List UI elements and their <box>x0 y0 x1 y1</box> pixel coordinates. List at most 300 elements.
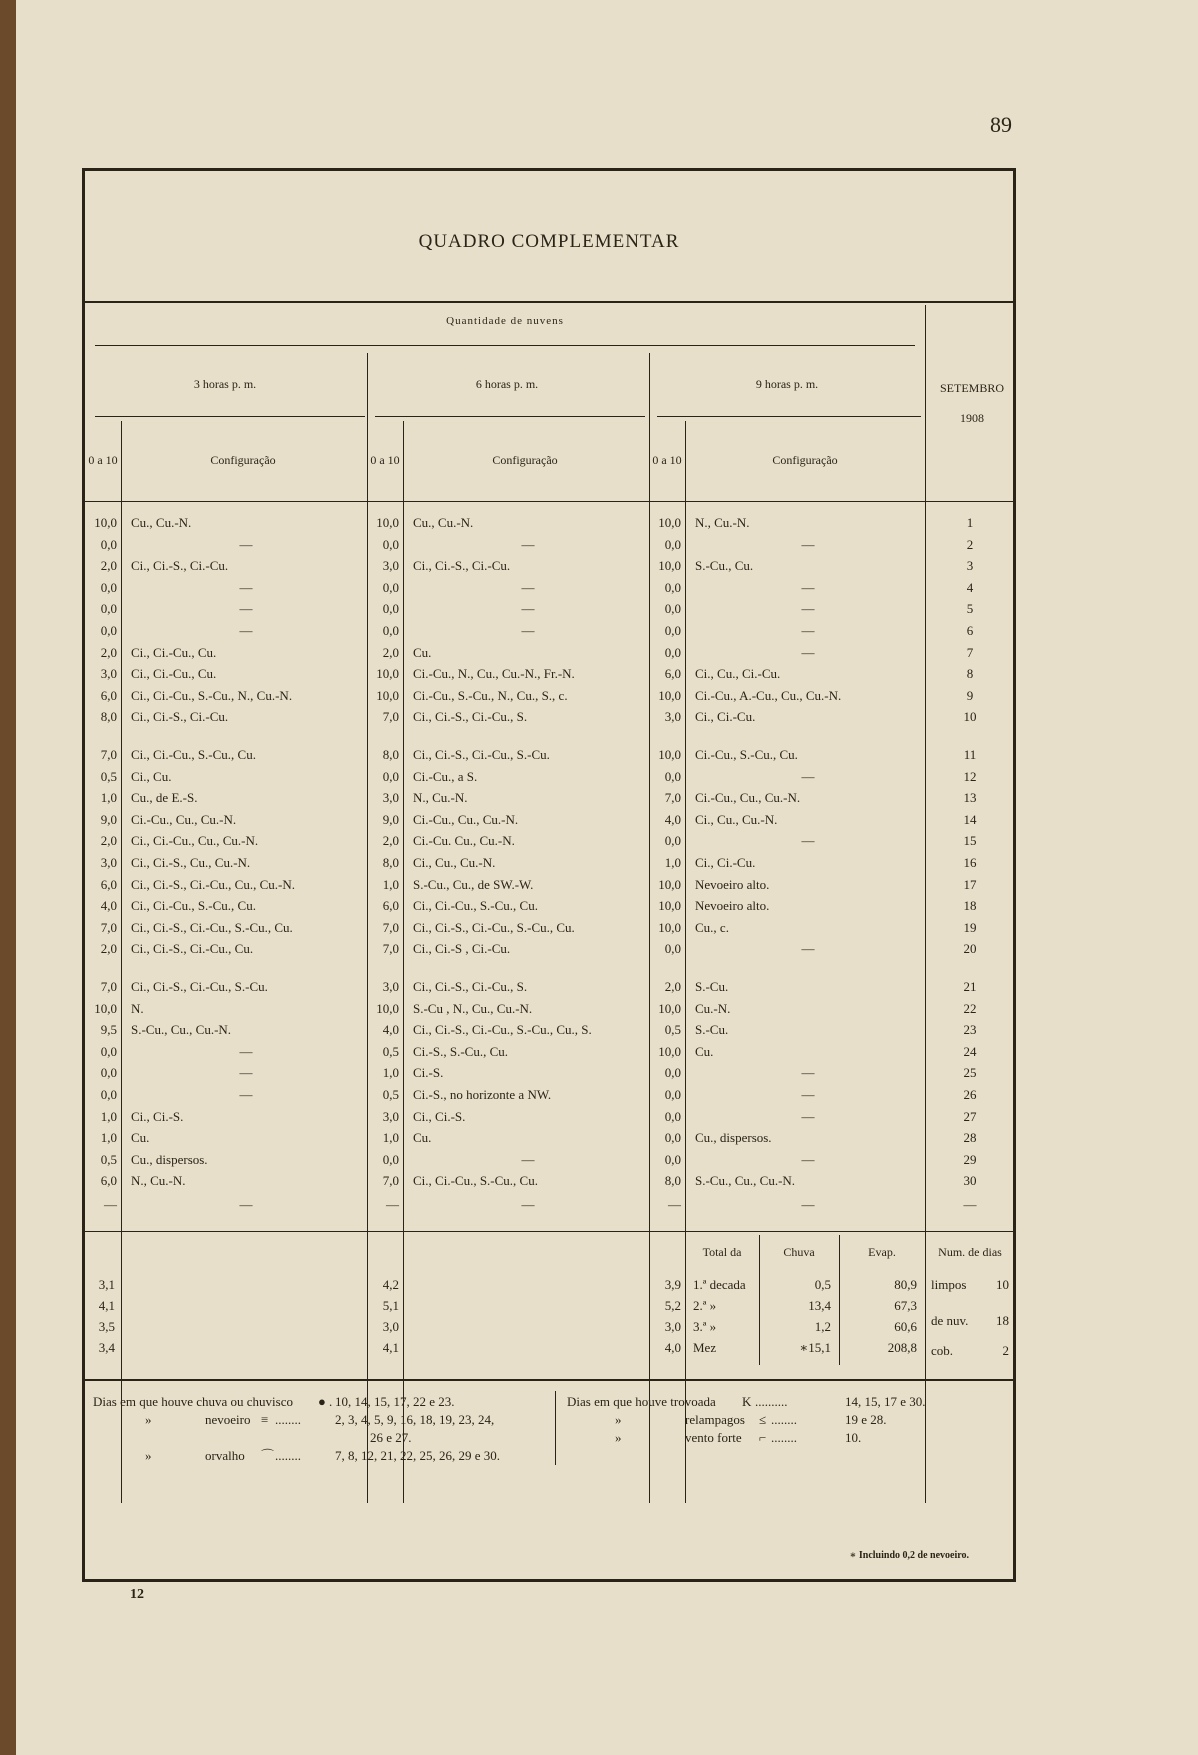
table-row <box>85 896 1013 916</box>
table-row <box>85 1085 1013 1105</box>
table-row <box>85 853 1013 873</box>
config-9pm: S.-Cu. <box>695 979 729 994</box>
amount-3pm: 3,0 <box>100 666 117 682</box>
config-9pm: — <box>801 601 815 617</box>
mean-9pm: 3,0 <box>664 1319 681 1334</box>
day-number: 6 <box>966 623 974 638</box>
config-6pm: Ci., Ci.-S., Ci.-Cu. <box>413 558 511 574</box>
amount-9pm: 0,0 <box>664 941 681 957</box>
config-3pm: Ci., Ci.-S. <box>131 1108 184 1124</box>
footer-prefix: Dias em que houve chuva ou chuvisco <box>93 1394 294 1409</box>
rain-value: 13,4 <box>808 1298 831 1313</box>
amount-3pm: 0,0 <box>100 601 117 617</box>
day-number: 19 <box>963 919 977 935</box>
amount-6pm: 10,0 <box>376 515 399 530</box>
amount-9pm: 7,0 <box>664 790 681 806</box>
amount-9pm: 2,0 <box>664 979 681 994</box>
table-row <box>85 1063 1013 1083</box>
amount-9pm: 0,0 <box>664 644 681 660</box>
day-number: 13 <box>963 790 977 806</box>
evap-header: Evap. <box>868 1245 896 1259</box>
footer-prefix: » <box>615 1430 622 1445</box>
amount-6pm: 2,0 <box>382 644 399 660</box>
table-frame <box>82 168 1016 1582</box>
day-number: 30 <box>963 1173 977 1189</box>
config-9pm: — <box>801 1065 815 1081</box>
rain-value: 1,2 <box>814 1319 831 1334</box>
config-6pm: Ci.-Cu., S.-Cu., N., Cu., S., c. <box>413 687 568 703</box>
table-row <box>85 1020 1013 1040</box>
amount-6pm: 0,5 <box>382 1087 399 1102</box>
evap-value: 60,6 <box>894 1319 917 1334</box>
config-3pm: Ci., Ci.-Cu., S.-Cu., Cu. <box>131 747 256 762</box>
config-9pm: S.-Cu. <box>695 1022 729 1038</box>
table-row <box>85 664 1013 684</box>
footer-days: 10. <box>845 1430 862 1445</box>
divider <box>95 345 915 346</box>
mean-3pm: 4,1 <box>98 1298 115 1313</box>
config-6pm: Cu., Cu.-N. <box>413 515 474 530</box>
config-3pm: — <box>239 623 253 638</box>
table-title: QUADRO COMPLEMENTAR <box>418 231 680 252</box>
footer-prefix: Dias em que houve trovoada <box>567 1394 716 1409</box>
config-9pm: S.-Cu., Cu. <box>695 558 754 574</box>
config-9pm: Cu.-N. <box>695 1000 731 1016</box>
amount-3pm: 6,0 <box>100 876 117 892</box>
footer-days: 2, 3, 4, 5, 9, 16, 18, 19, 23, 24, <box>335 1412 495 1427</box>
footer-dots: ........ <box>771 1412 797 1427</box>
amount-9pm: 10,0 <box>658 558 681 574</box>
weather-symbol-icon: ≤ <box>759 1412 767 1427</box>
config-3pm: Ci., Ci.-Cu., S.-Cu., Cu. <box>131 898 256 914</box>
day-number: 15 <box>963 833 977 849</box>
day-number: 25 <box>963 1065 977 1081</box>
signature-mark: 12 <box>130 1587 144 1602</box>
mean-9pm: 4,0 <box>664 1340 681 1355</box>
evap-value: 208,8 <box>887 1340 917 1355</box>
divider <box>375 416 645 417</box>
mean-6pm: 5,1 <box>382 1298 399 1313</box>
amount-3pm: 0,0 <box>100 536 117 552</box>
month-label: SETEMBRO <box>939 381 1004 395</box>
amount-9pm: 10,0 <box>658 687 681 703</box>
config-3pm: — <box>239 536 253 552</box>
config-3pm: — <box>239 1065 253 1081</box>
config-6pm: — <box>521 536 535 552</box>
config-9pm: Nevoeiro alto. <box>695 876 770 892</box>
day-number: 12 <box>963 768 977 784</box>
table-row <box>85 578 1013 598</box>
config-9pm: Cu., dispersos. <box>695 1130 772 1146</box>
period-label: 2.ª » <box>693 1298 717 1313</box>
amount-3pm: 8,0 <box>100 709 117 725</box>
divider <box>657 416 921 417</box>
config-3pm: Ci., Ci.-Cu., S.-Cu., N., Cu.-N. <box>131 687 293 703</box>
amount-3pm: 4,0 <box>100 898 117 914</box>
config-3pm: Cu., dispersos. <box>131 1151 208 1167</box>
amount-3pm: 10,0 <box>94 1000 117 1016</box>
day-number: — <box>963 1197 977 1212</box>
footer-dots: ........ <box>275 1448 301 1463</box>
config-6pm: Ci.-S., no horizonte a NW. <box>413 1087 552 1102</box>
book-spine <box>0 0 16 1755</box>
footer-label: relampagos <box>685 1412 745 1427</box>
config-6pm: — <box>521 579 535 595</box>
table-row <box>85 621 1013 641</box>
amount-9pm: 4,0 <box>664 811 681 827</box>
amount-9pm: 3,0 <box>664 709 681 725</box>
mean-6pm: 3,0 <box>382 1319 399 1334</box>
amount-6pm: 7,0 <box>382 941 399 957</box>
amount-9pm: 1,0 <box>664 855 681 870</box>
amount-label: 0 a 10 <box>370 453 400 467</box>
amount-9pm: 10,0 <box>658 1000 681 1016</box>
config-label: Configuração <box>772 453 838 467</box>
config-3pm: S.-Cu., Cu., Cu.-N. <box>131 1022 232 1038</box>
config-9pm: Ci., Ci.-Cu. <box>695 855 756 870</box>
weather-symbol-icon: ⌐ <box>759 1430 767 1445</box>
amount-3pm: 0,5 <box>100 768 117 784</box>
amount-6pm: 7,0 <box>382 709 399 725</box>
footer-rule <box>555 1391 556 1465</box>
config-6pm: Ci., Ci.-S. <box>413 1108 466 1124</box>
col-time-3: 3 horas p. m. <box>193 377 257 391</box>
config-9pm: S.-Cu., Cu., Cu.-N. <box>695 1173 796 1189</box>
amount-6pm: 0,0 <box>382 579 399 595</box>
mean-3pm: 3,1 <box>98 1277 115 1292</box>
amount-6pm: 1,0 <box>382 1130 399 1146</box>
config-9pm: Ci.-Cu., A.-Cu., Cu., Cu.-N. <box>695 687 842 703</box>
config-9pm: — <box>801 623 815 638</box>
config-9pm: Cu. <box>695 1043 714 1059</box>
day-number: 9 <box>966 687 974 703</box>
day-number: 5 <box>966 601 974 617</box>
mean-6pm: 4,2 <box>382 1277 399 1292</box>
config-label: Configuração <box>492 453 558 467</box>
amount-label: 0 a 10 <box>88 453 118 467</box>
amount-3pm: 6,0 <box>100 687 117 703</box>
config-3pm: Ci., Ci.-Cu., Cu., Cu.-N. <box>131 833 259 849</box>
col-time-6: 6 horas p. m. <box>475 377 539 391</box>
amount-6pm: 8,0 <box>382 855 399 870</box>
amount-3pm: 2,0 <box>100 941 117 957</box>
config-3pm: Ci., Ci.-S., Ci.-Cu. <box>131 709 229 725</box>
page-number: 89 <box>990 112 1012 137</box>
amount-9pm: 0,0 <box>664 768 681 784</box>
amount-9pm: — <box>668 1197 681 1212</box>
amount-3pm: 1,0 <box>100 1130 117 1146</box>
day-number: 2 <box>966 536 974 552</box>
amount-6pm: 10,0 <box>376 1000 399 1016</box>
config-9pm: — <box>801 579 815 595</box>
amount-3pm: 2,0 <box>100 833 117 849</box>
evap-value: 80,9 <box>894 1277 917 1292</box>
config-3pm: — <box>239 1043 253 1059</box>
days-label: cob. <box>931 1343 954 1358</box>
config-6pm: — <box>521 623 535 638</box>
footer-dots: .......... <box>755 1394 788 1409</box>
table-row <box>85 918 1013 938</box>
config-6pm: — <box>521 1151 535 1167</box>
amount-9pm: 6,0 <box>664 666 681 682</box>
amount-9pm: 0,0 <box>664 623 681 638</box>
footer-days: 26 e 27. <box>370 1430 412 1445</box>
config-6pm: Ci., Ci.-S., Ci.-Cu., S. <box>413 709 528 725</box>
config-3pm: N. <box>131 1000 144 1016</box>
config-6pm: — <box>521 1197 535 1212</box>
amount-3pm: 0,0 <box>100 623 117 638</box>
table-row <box>85 788 1013 808</box>
footnote: ∗ Incluindo 0,2 de nevoeiro. <box>849 1550 969 1561</box>
footer-days: 19 e 28. <box>845 1412 887 1427</box>
config-6pm: Ci., Ci.-S., Ci.-Cu., S.-Cu., Cu. <box>413 919 575 935</box>
config-3pm: Ci., Ci.-S., Cu., Cu.-N. <box>131 855 251 870</box>
table-row <box>85 1042 1013 1062</box>
table-row <box>85 707 1013 727</box>
mean-3pm: 3,4 <box>98 1340 115 1355</box>
amount-6pm: 0,0 <box>382 623 399 638</box>
amount-9pm: 0,0 <box>664 1065 681 1081</box>
amount-3pm: 2,0 <box>100 558 117 574</box>
footer-prefix: » <box>615 1412 622 1427</box>
amount-6pm: 3,0 <box>382 1108 399 1124</box>
footer-prefix: » <box>145 1412 152 1427</box>
day-number: 17 <box>963 876 977 892</box>
amount-6pm: 6,0 <box>382 898 399 914</box>
amount-6pm: 3,0 <box>382 790 399 806</box>
config-6pm: N., Cu.-N. <box>413 790 468 806</box>
col-time-9: 9 horas p. m. <box>755 377 819 391</box>
weather-symbol-icon: ● <box>318 1394 326 1409</box>
config-6pm: S.-Cu , N., Cu., Cu.-N. <box>413 1000 533 1016</box>
config-6pm: Ci.-S., S.-Cu., Cu. <box>413 1043 508 1059</box>
rain-value: 0,5 <box>814 1277 831 1292</box>
amount-3pm: 10,0 <box>94 515 117 530</box>
divider <box>95 416 365 417</box>
config-6pm: Cu. <box>413 644 432 660</box>
day-number: 20 <box>963 941 977 957</box>
footer-label: orvalho <box>205 1448 245 1463</box>
table-row <box>85 535 1013 555</box>
config-6pm: Ci., Ci.-Cu., S.-Cu., Cu. <box>413 1173 538 1189</box>
period-label: 3.ª » <box>693 1319 717 1334</box>
config-3pm: — <box>239 1087 253 1102</box>
amount-3pm: 1,0 <box>100 1108 117 1124</box>
config-6pm: Ci.-Cu., a S. <box>413 768 478 784</box>
rain-value: ∗15,1 <box>799 1340 831 1355</box>
day-number: 27 <box>963 1108 977 1124</box>
table-row <box>85 1171 1013 1191</box>
amount-9pm: 0,5 <box>664 1022 681 1038</box>
day-number: 4 <box>966 579 974 595</box>
config-6pm: Ci., Ci.-S., Ci.-Cu., S.-Cu. <box>413 747 550 762</box>
day-number: 1 <box>966 515 974 530</box>
config-9pm: — <box>801 1108 815 1124</box>
days-label: de nuv. <box>931 1313 969 1328</box>
total-header: Total da <box>702 1245 742 1259</box>
amount-6pm: 0,0 <box>382 601 399 617</box>
day-number: 24 <box>963 1043 977 1059</box>
days-header: Num. de dias <box>938 1245 1002 1259</box>
amount-6pm: 3,0 <box>382 979 399 994</box>
table-row <box>85 599 1013 619</box>
footer-label: nevoeiro <box>205 1412 251 1427</box>
mean-9pm: 3,9 <box>664 1277 681 1292</box>
amount-6pm: 8,0 <box>382 747 399 762</box>
table-row <box>85 1107 1013 1127</box>
config-3pm: Ci., Ci.-S., Ci.-Cu., Cu. <box>131 941 254 957</box>
divider <box>85 301 1013 303</box>
year-label: 1908 <box>960 411 984 425</box>
config-3pm: Cu., de E.-S. <box>131 790 198 806</box>
days-value: 2 <box>1002 1343 1009 1358</box>
amount-9pm: 0,0 <box>664 1087 681 1102</box>
amount-3pm: 7,0 <box>100 919 117 935</box>
evap-value: 67,3 <box>894 1298 917 1313</box>
amount-9pm: 10,0 <box>658 515 681 530</box>
amount-6pm: — <box>386 1197 399 1212</box>
amount-6pm: 10,0 <box>376 666 399 682</box>
config-6pm: Cu. <box>413 1130 432 1146</box>
amount-9pm: 10,0 <box>658 1043 681 1059</box>
amount-9pm: 0,0 <box>664 833 681 849</box>
table-row <box>85 556 1013 576</box>
config-9pm: N., Cu.-N. <box>695 515 750 530</box>
table-row <box>85 977 1013 997</box>
column-rule <box>759 1235 760 1365</box>
weather-symbol-icon: K <box>742 1394 752 1409</box>
days-value: 18 <box>996 1313 1009 1328</box>
column-rule <box>839 1235 840 1365</box>
amount-3pm: 9,5 <box>100 1022 117 1038</box>
table-row <box>85 686 1013 706</box>
config-6pm: S.-Cu., Cu., de SW.-W. <box>413 876 534 892</box>
config-3pm: Ci., Ci.-Cu., Cu. <box>131 644 217 660</box>
table-row <box>85 1150 1013 1170</box>
days-value: 10 <box>996 1277 1009 1292</box>
config-9pm: — <box>801 1087 815 1102</box>
days-label: limpos <box>931 1277 967 1292</box>
amount-3pm: 1,0 <box>100 790 117 806</box>
config-3pm: Ci.-Cu., Cu., Cu.-N. <box>131 811 237 827</box>
config-9pm: — <box>801 536 815 552</box>
day-number: 23 <box>963 1022 977 1038</box>
config-3pm: Ci., Cu. <box>131 768 172 784</box>
config-6pm: Ci., Ci.-S , Ci.-Cu. <box>413 941 511 957</box>
footer-days: 10, 14, 15, 17, 22 e 23. <box>335 1394 455 1409</box>
weather-symbol-icon: ≡ <box>261 1412 269 1427</box>
table-row <box>85 999 1013 1019</box>
weather-symbol-icon: ⌒ <box>261 1448 275 1463</box>
amount-3pm: 7,0 <box>100 979 117 994</box>
config-3pm: Ci., Ci.-Cu., Cu. <box>131 666 217 682</box>
config-9pm: — <box>801 941 815 957</box>
amount-9pm: 0,0 <box>664 536 681 552</box>
amount-3pm: 6,0 <box>100 1173 117 1189</box>
day-number: 3 <box>966 558 974 574</box>
amount-3pm: 0,0 <box>100 1043 117 1059</box>
amount-label: 0 a 10 <box>652 453 682 467</box>
config-3pm: Ci., Ci.-S., Ci.-Cu., S.-Cu. <box>131 979 268 994</box>
config-6pm: Ci., Ci.-Cu., S.-Cu., Cu. <box>413 898 538 914</box>
amount-9pm: 0,0 <box>664 1130 681 1146</box>
config-9pm: — <box>801 644 815 660</box>
config-3pm: Ci., Ci.-S., Ci.-Cu., Cu., Cu.-N. <box>131 876 295 892</box>
amount-6pm: 1,0 <box>382 876 399 892</box>
config-9pm: — <box>801 768 815 784</box>
divider <box>85 1231 1013 1232</box>
amount-6pm: 10,0 <box>376 687 399 703</box>
amount-9pm: 0,0 <box>664 1151 681 1167</box>
day-number: 18 <box>963 898 977 914</box>
period-label: Mez <box>693 1340 717 1355</box>
config-3pm: Ci., Ci.-S., Ci.-Cu., S.-Cu., Cu. <box>131 919 293 935</box>
footer-dots: . <box>329 1394 333 1409</box>
config-9pm: Ci.-Cu., Cu., Cu.-N. <box>695 790 801 806</box>
amount-6pm: 0,5 <box>382 1043 399 1059</box>
footer-days: 14, 15, 17 e 30. <box>845 1394 926 1409</box>
footer-days: 7, 8, 12, 21, 22, 25, 26, 29 e 30. <box>335 1448 501 1463</box>
amount-3pm: — <box>104 1197 117 1212</box>
table-row <box>85 745 1013 765</box>
config-6pm: Ci.-Cu., Cu., Cu.-N. <box>413 811 519 827</box>
amount-9pm: 10,0 <box>658 747 681 762</box>
config-3pm: — <box>239 601 253 617</box>
amount-9pm: 8,0 <box>664 1173 681 1189</box>
table-row <box>85 513 1013 533</box>
amount-6pm: 9,0 <box>382 811 399 827</box>
amount-9pm: 0,0 <box>664 601 681 617</box>
mean-9pm: 5,2 <box>664 1298 681 1313</box>
amount-3pm: 9,0 <box>100 811 117 827</box>
amount-9pm: 10,0 <box>658 876 681 892</box>
config-6pm: Ci.-Cu. Cu., Cu.-N. <box>413 833 515 849</box>
day-number: 14 <box>963 811 977 827</box>
group-header: Quantidade de nuvens <box>446 315 564 327</box>
config-3pm: — <box>239 1197 253 1212</box>
config-9pm: Cu., c. <box>695 919 729 935</box>
amount-6pm: 1,0 <box>382 1065 399 1081</box>
day-number: 7 <box>966 644 974 660</box>
amount-6pm: 4,0 <box>382 1022 399 1038</box>
config-9pm: Ci., Cu., Cu.-N. <box>695 811 778 827</box>
amount-3pm: 2,0 <box>100 644 117 660</box>
table-row <box>85 767 1013 787</box>
amount-3pm: 3,0 <box>100 855 117 870</box>
config-9pm: — <box>801 1151 815 1167</box>
amount-6pm: 0,0 <box>382 768 399 784</box>
config-3pm: N., Cu.-N. <box>131 1173 186 1189</box>
config-6pm: Ci., Ci.-S., Ci.-Cu., S.-Cu., Cu., S. <box>413 1022 592 1038</box>
divider <box>85 501 1013 502</box>
amount-3pm: 0,0 <box>100 579 117 595</box>
amount-6pm: 0,0 <box>382 1151 399 1167</box>
amount-9pm: 10,0 <box>658 919 681 935</box>
table-row <box>85 643 1013 663</box>
amount-6pm: 7,0 <box>382 1173 399 1189</box>
amount-9pm: 0,0 <box>664 1108 681 1124</box>
footer-dots: ........ <box>771 1430 797 1445</box>
day-number: 8 <box>966 666 974 682</box>
amount-3pm: 0,0 <box>100 1087 117 1102</box>
config-9pm: Ci., Cu., Ci.-Cu. <box>695 666 781 682</box>
day-number: 26 <box>963 1087 977 1102</box>
table-row <box>85 810 1013 830</box>
footer-dots: ........ <box>275 1412 301 1427</box>
period-label: 1.ª decada <box>693 1277 746 1292</box>
day-number: 21 <box>963 979 977 994</box>
amount-3pm: 0,0 <box>100 1065 117 1081</box>
